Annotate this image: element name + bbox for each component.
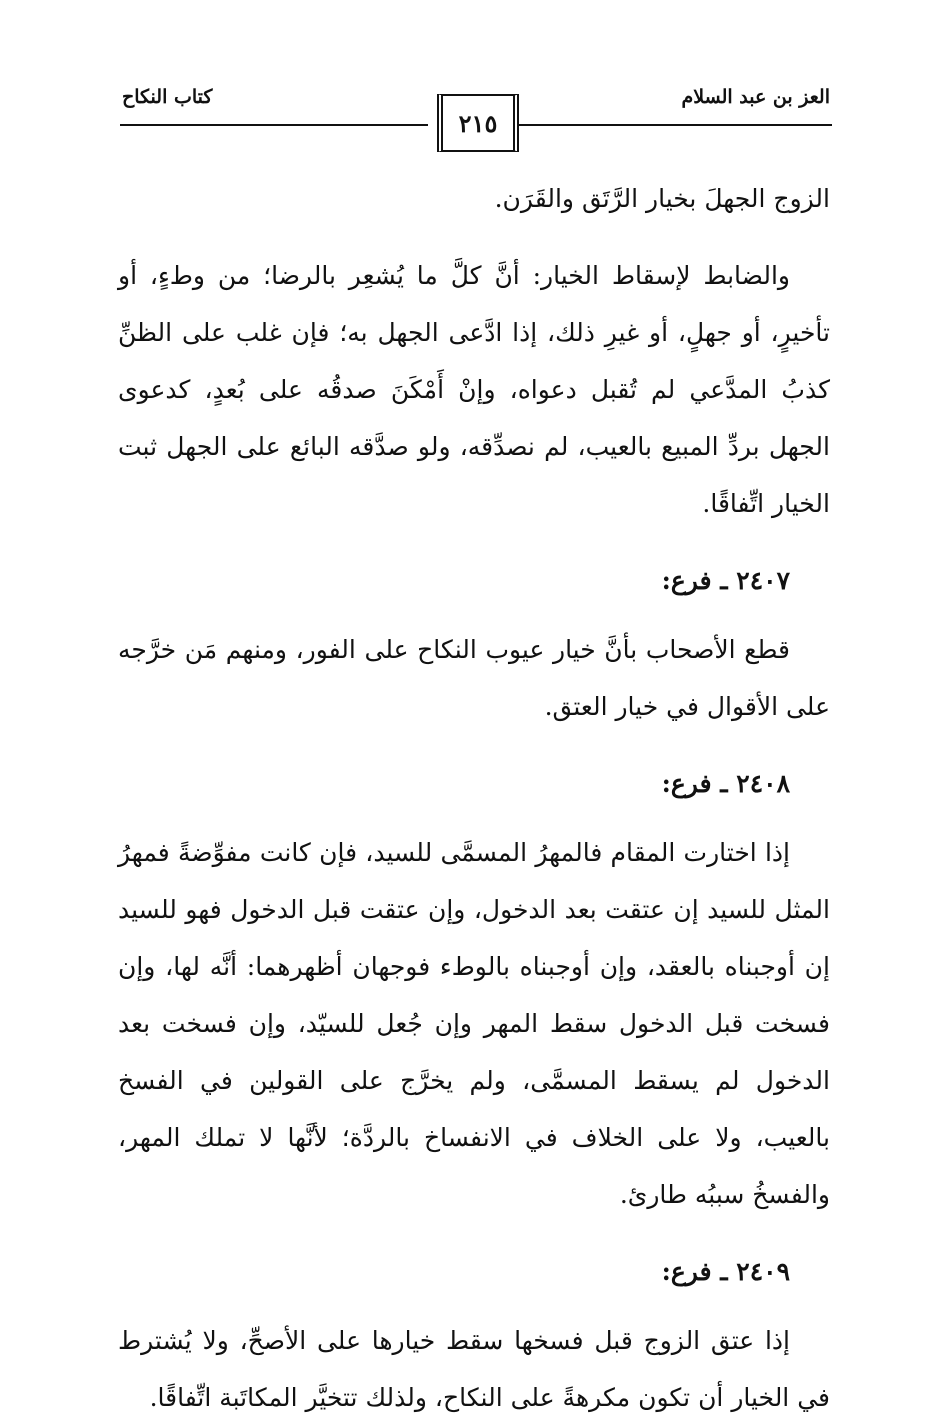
page-number: ٢١٥ [458, 108, 498, 138]
paragraph: إذا عتق الزوج قبل فسخها سقط خيارها على الأصحِّ، ولا يُشترط في الخيار أن تكون مكرهةً على النكاح، ولذلك تتخيَّر المكاتَبة اتِّفاقًا. [118, 1326, 830, 1412]
section-heading: ٢٤٠٧ ـ فرع: [661, 566, 790, 595]
section-heading: ٢٤٠٨ ـ فرع: [661, 769, 790, 798]
page-body [118, 170, 830, 1426]
running-head-section: كتاب النكاح [122, 86, 213, 108]
header-rule-left [120, 124, 428, 126]
paragraph: إذا اختارت المقام فالمهرُ المسمَّى للسيد، فإن كانت مفوِّضةً فمهرُ المثل للسيد إن عتقت بعد الدخول، وإن عتقت قبل الدخول فهو للسيد إن أوجبناه بالعقد، وإن أوجبناه بالوطء فوجهان أظهرهما: أنَّه لها، وإن فسخت قبل الدخول سقط المهر وإن جُعل للسيّد، وإن فسخت بعد الدخول لم يسقط المسمَّى، ولم يخرَّج على القولين في الفسخ بالعيب، ولا على الخلاف في الانفساخ بالردَّة؛ لأنَّها لا تملك المهر، والفسخُ سببُه طارئ. [118, 838, 830, 1209]
page-number-frame [437, 94, 519, 152]
header-rule-right [512, 124, 832, 126]
paragraph: والضابط لإسقاط الخيار: أنَّ كلَّ ما يُشعِر بالرضا؛ من وطءٍ، أو تأخيرٍ، أو جهلٍ، أو غيرِ ذلك، إذا ادَّعى الجهل به؛ فإن غلب على الظنِّ كذبُ المدَّعي لم تُقبل دعواه، وإنْ أَمْكَنَ صدقُه على بُعدٍ، كدعوى الجهل بردِّ المبيع بالعيب، لم نصدِّقه، ولو صدَّقه البائع على الجهل ثبت الخيار اتِّفاقًا. [118, 261, 830, 518]
section-heading: ٢٤٠٩ ـ فرع: [661, 1257, 790, 1286]
paragraph: الزوج الجهلَ بخيار الرَّتَق والقَرَن. [494, 184, 830, 213]
paragraph: قطع الأصحاب بأنَّ خيار عيوب النكاح على الفور، ومنهم مَن خرَّجه على الأقوال في خيار العتق. [118, 635, 830, 721]
running-head-author: العز بن عبد السلام [681, 86, 830, 108]
